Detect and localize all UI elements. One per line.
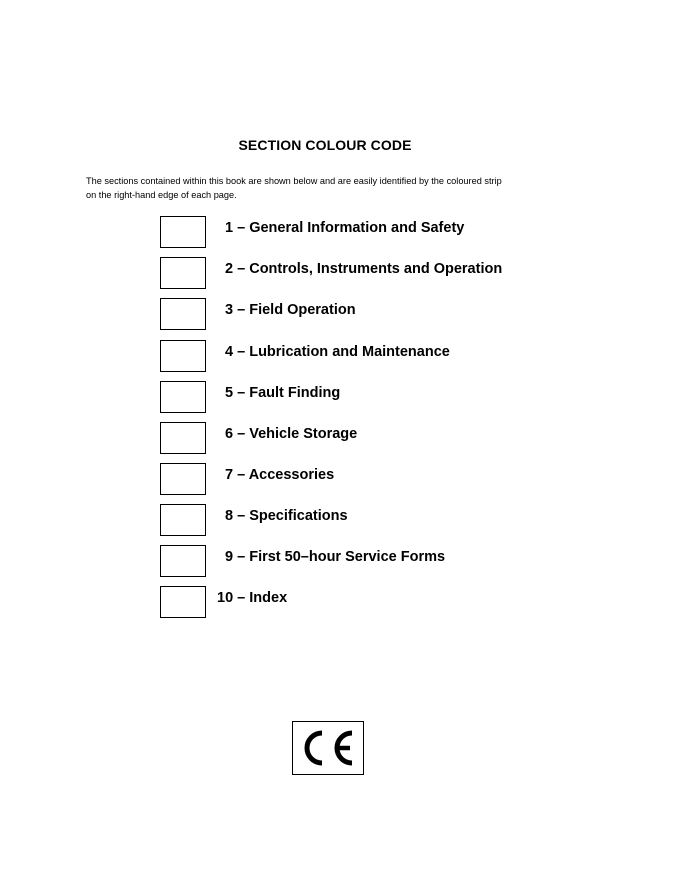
section-label-6: 6 – Vehicle Storage	[225, 426, 358, 442]
section-label-7: 7 – Accessories	[225, 467, 335, 483]
section-label-4: 4 – Lubrication and Maintenance	[225, 344, 450, 360]
section-row-2	[160, 257, 580, 290]
section-colour-box-5	[160, 381, 206, 413]
intro-text	[86, 174, 566, 202]
section-row-4	[160, 340, 580, 373]
section-label-10: 10 – Index	[217, 590, 288, 606]
ce-mark-svg	[293, 722, 363, 774]
section-row-10	[160, 586, 580, 619]
intro-line-1: The sections contained within this book are shown below and are easily identified by the coloured strip	[86, 176, 502, 186]
ce-mark-icon	[292, 721, 364, 775]
section-colour-box-6	[160, 422, 206, 454]
section-colour-box-1	[160, 216, 206, 248]
intro-line-2: on the right-hand edge of each page.	[86, 190, 237, 200]
section-colour-box-10	[160, 586, 206, 618]
section-colour-box-9	[160, 545, 206, 577]
section-row-8	[160, 504, 580, 537]
section-colour-box-2	[160, 257, 206, 289]
section-label-3: 3 – Field Operation	[225, 302, 356, 318]
section-label-8: 8 – Specifications	[225, 508, 348, 524]
section-colour-box-8	[160, 504, 206, 536]
section-row-1	[160, 216, 580, 249]
section-row-9	[160, 545, 580, 578]
section-row-3	[160, 298, 580, 331]
section-label-9: 9 – First 50–hour Service Forms	[225, 549, 446, 565]
section-label-2: 2 – Controls, Instruments and Operation	[225, 261, 503, 277]
section-colour-box-3	[160, 298, 206, 330]
section-label-1: 1 – General Information and Safety	[225, 220, 465, 236]
section-colour-box-4	[160, 340, 206, 372]
section-label-5: 5 – Fault Finding	[225, 385, 341, 401]
page-title: SECTION COLOUR CODE	[238, 137, 412, 153]
section-row-7	[160, 463, 580, 496]
section-row-5	[160, 381, 580, 414]
section-row-6	[160, 422, 580, 455]
section-colour-box-7	[160, 463, 206, 495]
